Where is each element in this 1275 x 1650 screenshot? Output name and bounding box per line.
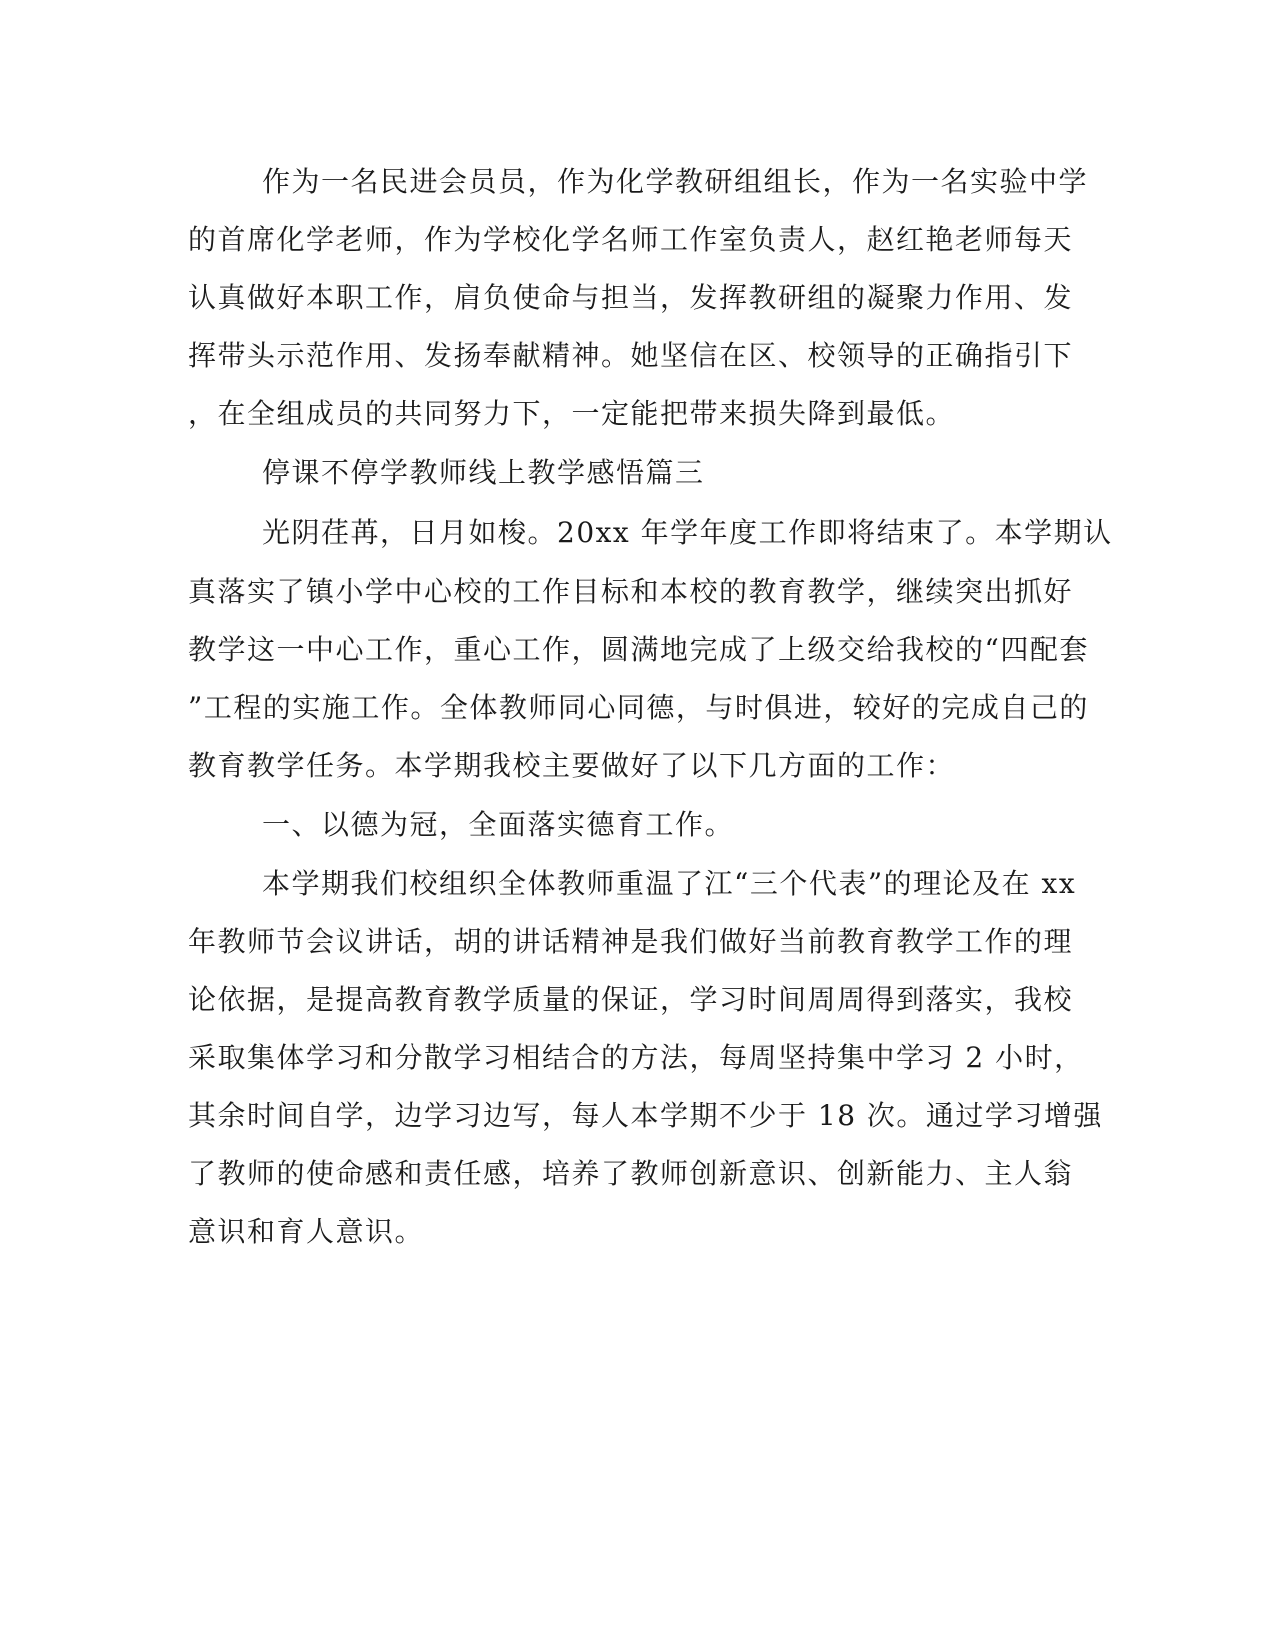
paragraph-3-line-3: 论依据，是提高教育教学质量的保证，学习时间周周得到落实，我校 — [188, 983, 1074, 1016]
paragraph-3-line-4: 采取集体学习和分散学习相结合的方法，每周坚持集中学习 2 小时， — [188, 1041, 1084, 1074]
paragraph-1-line-1: 作为一名民进会员员，作为化学教研组组长，作为一名实验中学 — [262, 165, 1089, 198]
paragraph-3-line-1: 本学期我们校组织全体教师重温了江“三个代表”的理论及在 xx — [262, 867, 1077, 900]
paragraph-1-line-3: 认真做好本职工作，肩负使命与担当，发挥教研组的凝聚力作用、发 — [188, 281, 1074, 314]
paragraph-3-line-7: 意识和育人意识。 — [188, 1215, 425, 1248]
paragraph-1-line-2: 的首席化学老师，作为学校化学名师工作室负责人，赵红艳老师每天 — [188, 223, 1074, 256]
paragraph-3-line-5: 其余时间自学，边学习边写，每人本学期不少于 18 次。通过学习增强 — [188, 1099, 1103, 1132]
paragraph-2-line-3: 教学这一中心工作，重心工作，圆满地完成了上级交给我校的“四配套 — [188, 633, 1089, 666]
paragraph-2-line-1: 光阴荏苒，日月如梭。20xx 年学年度工作即将结束了。本学期认 — [262, 516, 1113, 549]
paragraph-1-line-5: ，在全组成员的共同努力下，一定能把带来损失降到最低。 — [188, 397, 956, 430]
section-heading: 停课不停学教师线上教学感悟篇三 — [262, 456, 705, 489]
paragraph-2-line-5: 教育教学任务。本学期我校主要做好了以下几方面的工作： — [188, 749, 956, 782]
paragraph-2-line-2: 真落实了镇小学中心校的工作目标和本校的教育教学，继续突出抓好 — [188, 575, 1074, 608]
paragraph-3-line-6: 了教师的使命感和责任感，培养了教师创新意识、创新能力、主人翁 — [188, 1157, 1074, 1190]
subheading-one: 一、以德为冠，全面落实德育工作。 — [262, 808, 735, 841]
paragraph-2-line-4: ”工程的实施工作。全体教师同心同德，与时俱进，较好的完成自己的 — [188, 691, 1089, 724]
paragraph-1-line-4: 挥带头示范作用、发扬奉献精神。她坚信在区、校领导的正确指引下 — [188, 339, 1074, 372]
paragraph-3-line-2: 年教师节会议讲话，胡的讲话精神是我们做好当前教育教学工作的理 — [188, 925, 1074, 958]
